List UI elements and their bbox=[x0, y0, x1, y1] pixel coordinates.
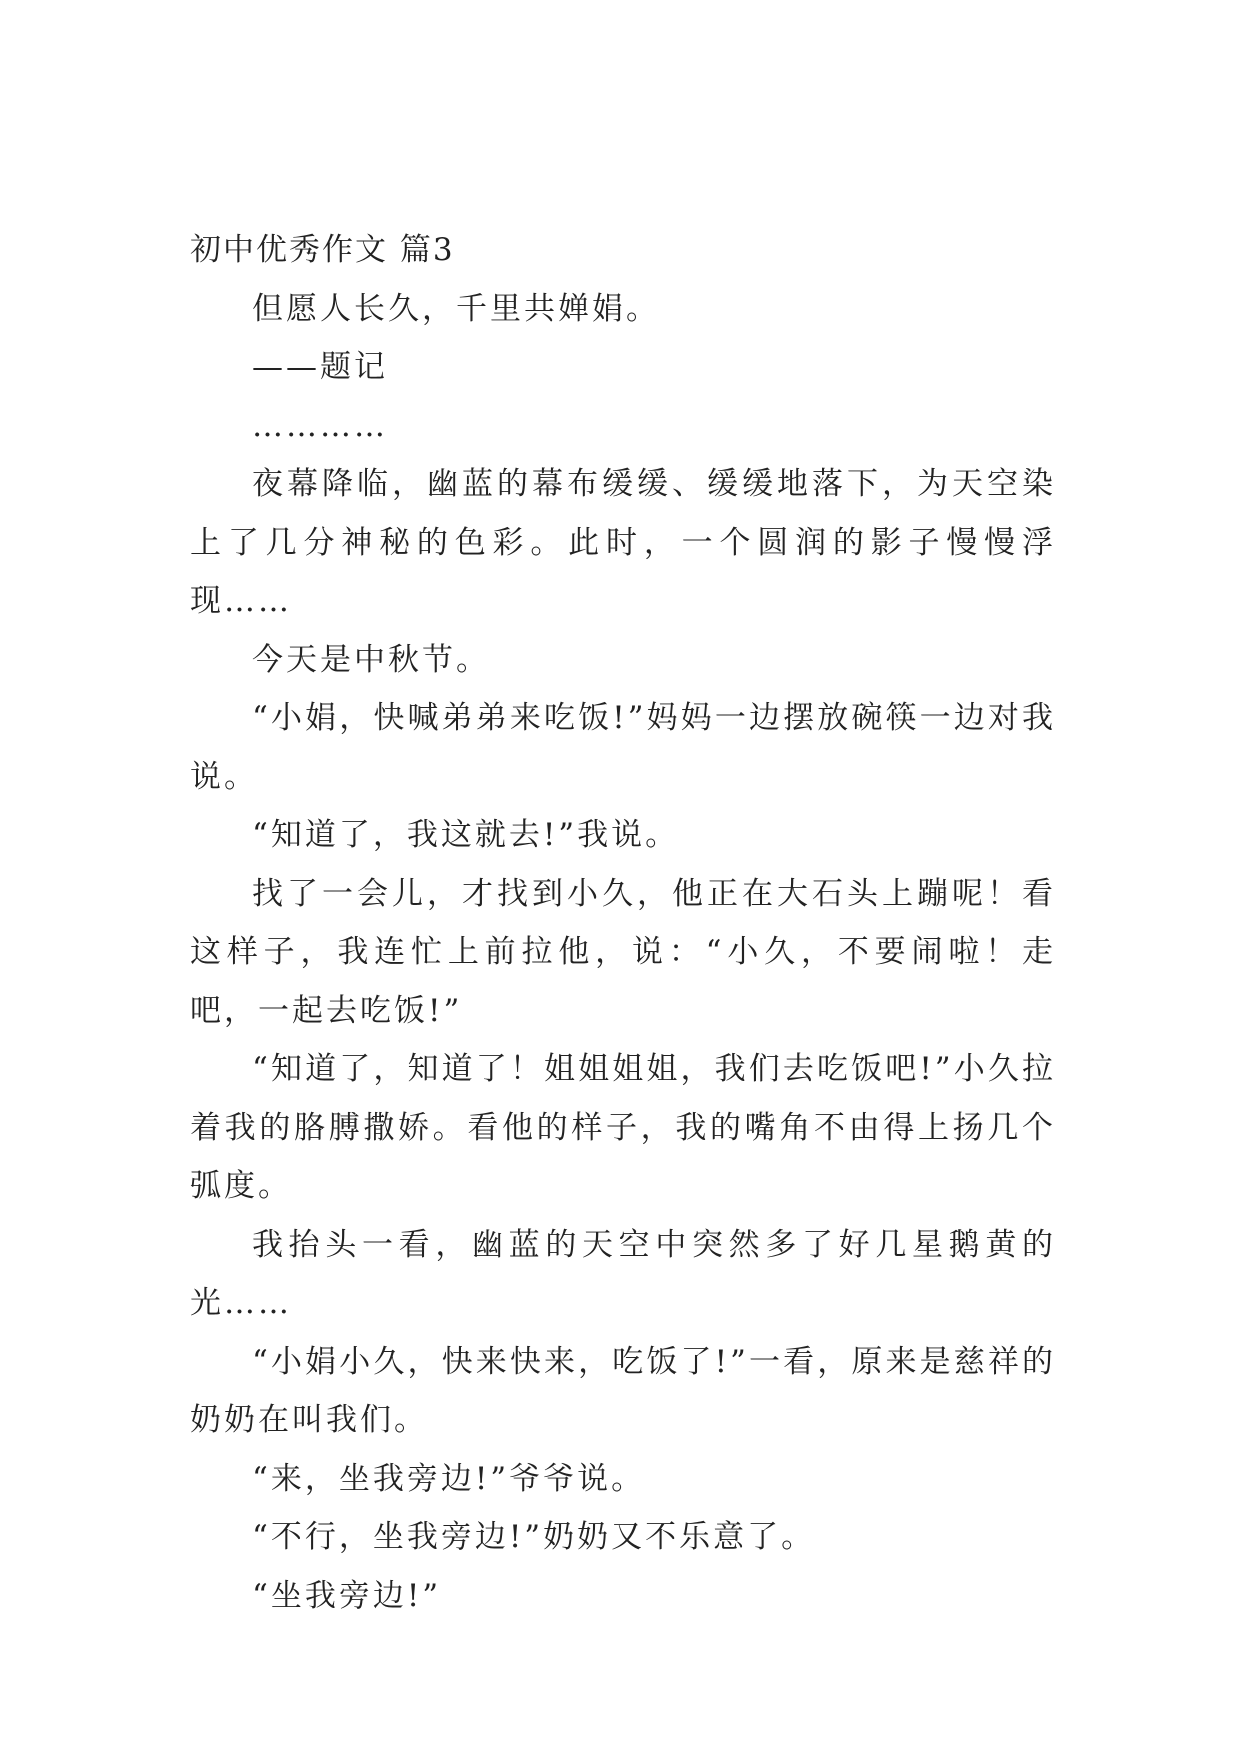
paragraph: “小娟小久，快来快来，吃饭了!”一看，原来是慈祥的奶奶在叫我们。 bbox=[190, 1343, 1056, 1438]
paragraph: 我抬头一看，幽蓝的天空中突然多了好几星鹅黄的光…… bbox=[190, 1226, 1056, 1321]
document-body bbox=[190, 221, 1056, 1625]
epigraph-quote: 但愿人长久，千里共婵娟。 bbox=[252, 290, 660, 327]
paragraph: 夜幕降临，幽蓝的幕布缓缓、缓缓地落下，为天空染上了几分神秘的色彩。此时，一个圆润的影子慢慢浮现…… bbox=[190, 466, 1056, 619]
paragraph: “不行，坐我旁边!”奶奶又不乐意了。 bbox=[252, 1519, 816, 1555]
paragraph: “坐我旁边!” bbox=[252, 1577, 442, 1614]
document-title: 初中优秀作文 篇3 bbox=[190, 232, 455, 268]
paragraph: “来，坐我旁边!”爷爷说。 bbox=[252, 1460, 646, 1497]
paragraph: “知道了，我这就去!”我说。 bbox=[252, 817, 680, 853]
paragraph: “知道了，知道了！姐姐姐姐，我们去吃饭吧!”小久拉着我的胳膊撒娇。看他的样子，我的嘴角不由得上扬几个弧度。 bbox=[190, 1051, 1056, 1204]
epigraph-dots: ………… bbox=[252, 407, 388, 444]
paragraph: 今天是中秋节。 bbox=[252, 641, 490, 678]
paragraph: 找了一会儿，才找到小久，他正在大石头上蹦呢！看这样子，我连忙上前拉他，说：“小久，不要闹啦！走吧，一起去吃饭!” bbox=[190, 875, 1056, 1029]
epigraph-attribution: ——题记 bbox=[252, 349, 388, 385]
paragraph: “小娟，快喊弟弟来吃饭!”妈妈一边摆放碗筷一边对我说。 bbox=[190, 700, 1056, 795]
